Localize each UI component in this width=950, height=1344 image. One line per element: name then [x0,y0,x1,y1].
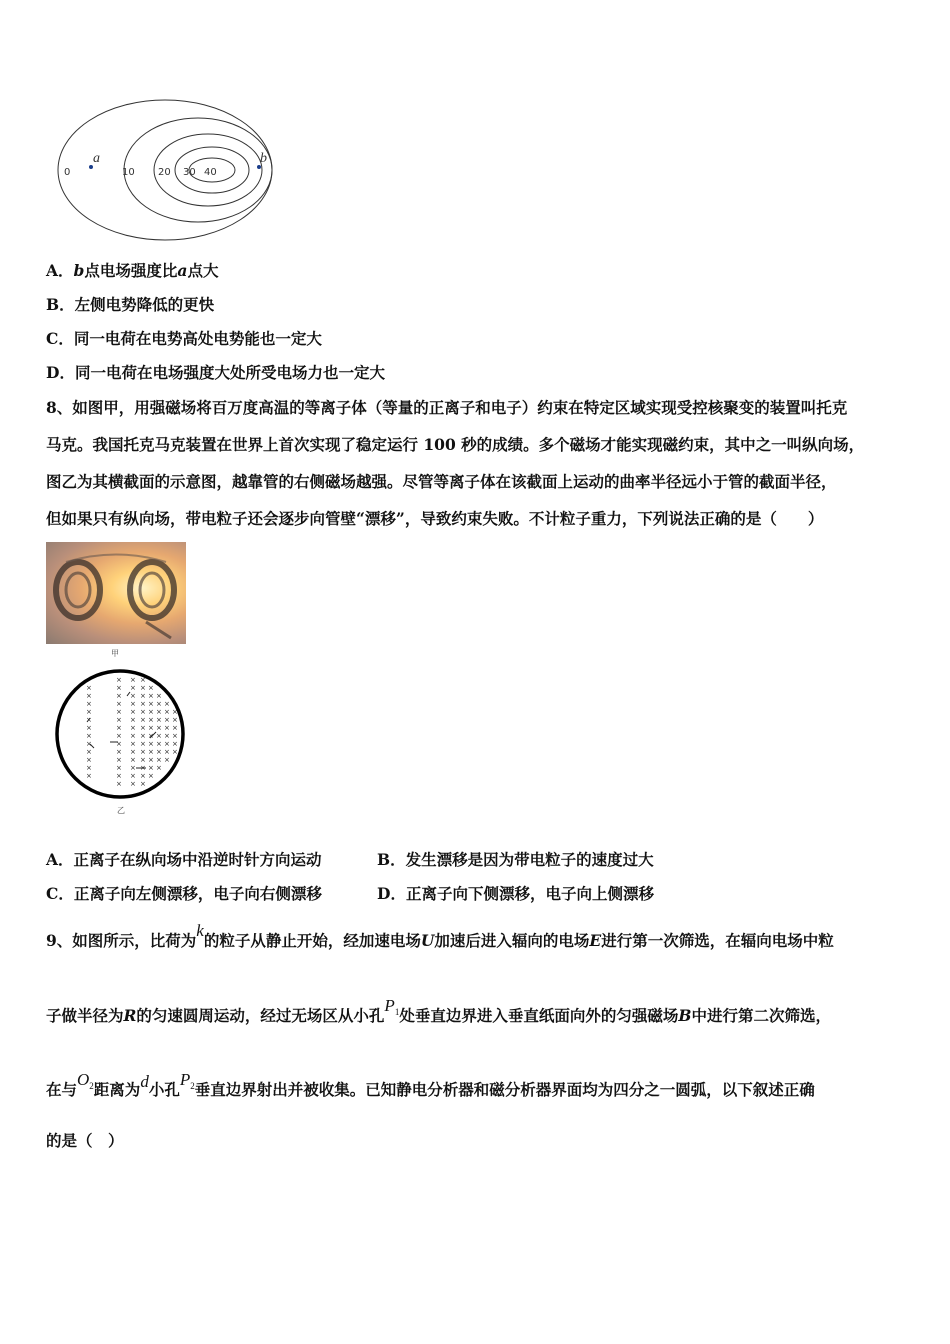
field-x-mark: × [116,684,122,692]
field-x-mark: × [116,716,122,724]
field-x-mark: × [164,716,170,724]
q8-option-b: B．发生漂移是因为带电粒子的速度过大 [377,850,654,869]
field-x-mark: × [130,700,136,708]
field-x-mark: × [156,740,162,748]
q8-option-a: A．正离子在纵向场中沿逆时针方向运动 [46,850,322,869]
field-x-mark: × [164,740,170,748]
caption-jia: 甲 [111,649,119,658]
field-x-mark: × [116,724,122,732]
field-x-mark: × [156,716,162,724]
field-x-mark: × [140,716,146,724]
field-x-mark: × [116,756,122,764]
field-x-mark: × [116,700,122,708]
field-x-mark: × [148,692,154,700]
caption-yi: 乙 [117,806,125,815]
field-x-mark: × [164,748,170,756]
q7-option-d: D．同一电荷在电场强度大处所受电场力也一定大 [46,363,385,382]
field-x-mark: × [156,756,162,764]
field-x-mark: × [140,684,146,692]
field-x-mark: × [156,764,162,772]
field-x-mark: × [156,700,162,708]
field-x-mark: × [86,756,92,764]
q9-line-2: 子做半径为R的匀速圆周运动，经过无场区从小孔$P_1$处垂直边界进入垂直纸面向外的匀强磁场B中进行第二次筛选， [46,996,831,1025]
equipotential-figure [50,92,280,252]
field-x-mark: × [148,684,154,692]
field-x-mark: × [148,724,154,732]
field-x-mark: × [116,740,122,748]
field-x-mark: × [130,756,136,764]
field-x-mark: × [140,740,146,748]
field-x-mark: × [140,692,146,700]
field-x-mark: × [86,708,92,716]
q7-option-a: A．b点电场强度比a点大 [46,261,219,280]
field-x-mark: × [172,732,178,740]
field-x-mark: × [164,732,170,740]
field-x-mark: × [148,708,154,716]
point-a-label: a [93,151,100,166]
q7-option-c: C．同一电荷在电势高处电势能也一定大 [46,329,322,348]
q9-line-1: 9、如图所示，比荷为k的粒子从静止开始，经加速电场U加速后进入辐向的电场E进行第一次筛选，在辐向电场中粒 [46,921,834,950]
field-x-mark: × [148,756,154,764]
contour-label-20: 20 [158,167,171,178]
field-x-mark: × [116,692,122,700]
field-x-mark: × [130,772,136,780]
field-x-mark: × [86,724,92,732]
q8-option-d: D．正离子向下侧漂移，电子向上侧漂移 [377,884,654,903]
field-x-mark: × [116,708,122,716]
field-x-mark: × [172,748,178,756]
field-x-mark: × [130,780,136,788]
field-x-mark: × [116,732,122,740]
field-x-mark: × [116,772,122,780]
field-x-mark: × [86,684,92,692]
field-x-mark: × [148,748,154,756]
field-x-mark: × [148,772,154,780]
field-x-mark: × [172,740,178,748]
field-x-mark: × [130,764,136,772]
contour-label-40: 40 [204,167,217,178]
field-x-mark: × [140,780,146,788]
field-x-mark: × [86,740,92,748]
field-x-mark: × [140,676,146,684]
field-x-mark: × [156,708,162,716]
field-x-mark: × [116,764,122,772]
field-x-mark: × [164,756,170,764]
q9-line-3: 在与$O_2$距离为d小孔$P_2$垂直边界射出并被收集。已知静电分析器和磁分析器界面均为四分之一圆弧，以下叙述正确 [46,1070,815,1099]
field-x-mark: × [140,732,146,740]
field-x-mark: × [148,764,154,772]
field-x-mark: × [130,740,136,748]
field-x-mark: × [148,740,154,748]
field-x-mark: × [86,764,92,772]
field-x-mark: × [156,732,162,740]
field-x-mark: × [172,716,178,724]
field-x-mark: × [140,708,146,716]
field-x-mark: × [130,724,136,732]
field-x-mark: × [156,692,162,700]
field-x-mark: × [86,716,92,724]
contour-label-10: 10 [122,167,135,178]
q9-line-4: 的是（ ） [46,1131,124,1150]
field-x-mark: × [140,700,146,708]
field-x-mark: × [130,692,136,700]
field-x-mark: × [130,708,136,716]
field-x-mark: × [86,748,92,756]
q8-line-1: 8、如图甲，用强磁场将百万度高温的等离子体（等量的正离子和电子）约束在特定区域实现受控核聚变的装置叫托克 [46,398,848,417]
field-x-mark: × [130,716,136,724]
field-x-mark: × [140,748,146,756]
field-x-mark: × [86,700,92,708]
q8-line-3: 图乙为其横截面的示意图，越靠管的右侧磁场越强。尽管等离子体在该截面上运动的曲率半径远小于管的截面半径， [46,472,837,491]
field-x-mark: × [86,732,92,740]
field-x-mark: × [148,700,154,708]
field-x-mark: × [130,676,136,684]
q8-line-2: 马克。我国托克马克装置在世界上首次实现了稳定运行 100 秒的成绩。多个磁场才能实现磁约束，其中之一叫纵向场， [46,435,865,454]
field-x-mark: × [116,780,122,788]
q8-option-c: C．正离子向左侧漂移，电子向右侧漂移 [46,884,322,903]
field-x-mark: × [140,764,146,772]
field-x-mark: × [172,724,178,732]
field-x-mark: × [148,716,154,724]
field-x-mark: × [116,676,122,684]
field-x-mark: × [86,772,92,780]
field-x-mark: × [156,748,162,756]
field-x-mark: × [140,772,146,780]
field-x-marks [86,676,178,788]
field-x-mark: × [164,724,170,732]
field-x-mark: × [130,684,136,692]
field-x-mark: × [156,724,162,732]
contour-label-30: 30 [183,167,196,178]
tokamak-photo [46,542,186,644]
field-x-mark: × [148,732,154,740]
field-x-mark: × [164,708,170,716]
contour-10 [124,118,272,222]
field-x-mark: × [86,692,92,700]
field-x-mark: × [130,732,136,740]
contour-label-0: 0 [64,167,71,178]
field-x-mark: × [172,708,178,716]
field-x-mark: × [140,724,146,732]
tokamak-coils-drawing [46,542,186,644]
point-b-label: b [260,151,267,166]
q8-line-4: 但如果只有纵向场，带电粒子还会逐步向管壁“漂移”，导致约束失败。不计粒子重力，下列说法正确的是（ ） [46,509,824,528]
cross-section-figure [50,668,192,802]
q7-option-b: B．左侧电势降低的更快 [46,295,215,314]
field-x-mark: × [164,700,170,708]
field-x-mark: × [116,748,122,756]
field-x-mark: × [130,748,136,756]
field-x-mark: × [140,756,146,764]
